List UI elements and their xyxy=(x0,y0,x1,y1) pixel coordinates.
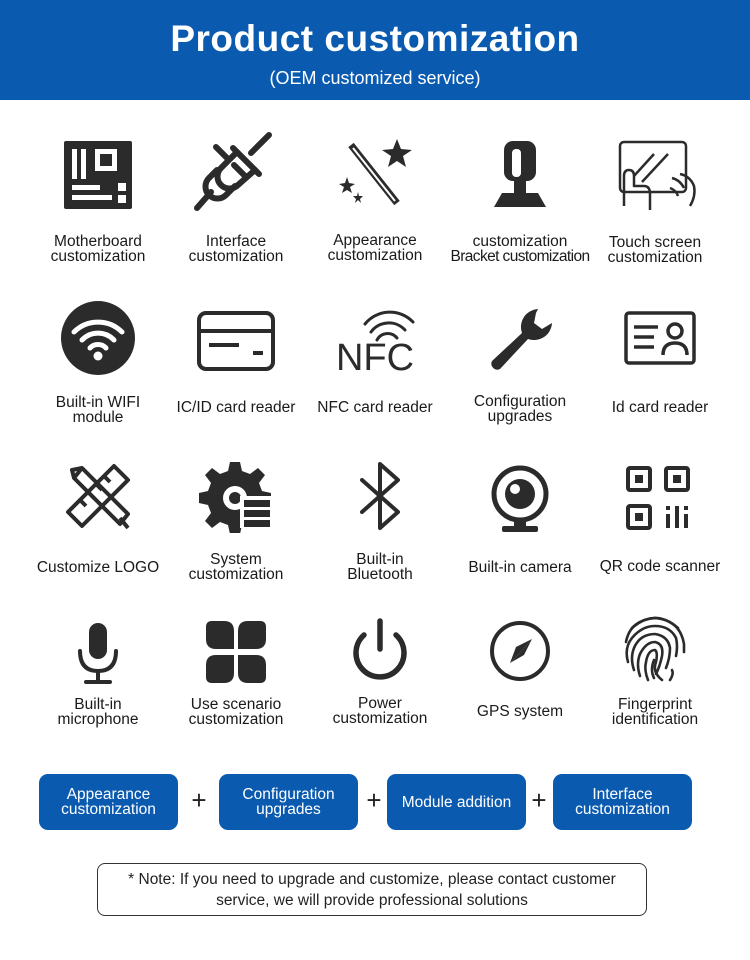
feature-logo xyxy=(23,460,173,576)
microphone-icon xyxy=(58,615,138,690)
motherboard-icon xyxy=(58,135,138,215)
feature-label-line1: IC/ID card reader xyxy=(176,399,296,416)
feature-label-line2: customization xyxy=(188,711,284,728)
feature-label-line1: Appearance xyxy=(333,232,417,249)
feature-label-line1: Built-in WIFI xyxy=(55,394,141,411)
feature-label-line1: GPS system xyxy=(476,703,564,720)
grid-icon xyxy=(196,615,276,690)
note-box xyxy=(97,863,647,916)
card-reader-icon xyxy=(191,305,281,375)
feature-wifi xyxy=(23,298,173,426)
feature-fingerprint xyxy=(580,608,730,728)
nfc-icon xyxy=(325,300,425,380)
feature-label-line2: customization xyxy=(332,710,428,727)
feature-label-line1: Fingerprint xyxy=(617,696,693,713)
fingerprint-icon xyxy=(610,608,700,688)
plus-sign: + xyxy=(531,785,547,815)
feature-label-line2: Bluetooth xyxy=(347,566,413,583)
power-icon xyxy=(340,615,420,690)
feature-microphone xyxy=(23,615,173,728)
feature-system xyxy=(161,458,311,583)
feature-label-line1: QR code scanner xyxy=(599,558,721,575)
note-text: * Note: If you need to upgrade and customize, please contact customer service, we will provide professional solutions xyxy=(128,870,616,909)
pill-module xyxy=(387,774,526,830)
id-card-icon xyxy=(620,305,700,375)
feature-label-line1: NFC card reader xyxy=(317,399,433,416)
plus-sign: + xyxy=(191,785,207,815)
svg-text:NFC: NFC xyxy=(335,337,415,379)
feature-label-line1: Use scenario xyxy=(190,696,282,713)
touch-screen-icon xyxy=(610,136,700,216)
feature-label-line2: customization xyxy=(607,249,703,266)
pill-appearance xyxy=(39,774,178,830)
feature-label-line1: Built-in camera xyxy=(468,559,572,576)
pill-label-line1: Configuration xyxy=(242,786,335,803)
feature-label-line2: Bracket customization xyxy=(450,248,590,265)
feature-touch-screen xyxy=(580,136,730,266)
bluetooth-icon xyxy=(340,460,420,535)
page-title: Product customization xyxy=(170,18,580,59)
feature-nfc xyxy=(300,300,450,416)
feature-label-line2: identification xyxy=(611,711,699,728)
feature-configuration xyxy=(445,303,595,425)
feature-label-line2: customization xyxy=(50,248,146,265)
feature-label-line2: microphone xyxy=(57,711,139,728)
feature-scenario xyxy=(161,615,311,728)
pill-label-line1: Module addition xyxy=(401,793,512,811)
pill-interface xyxy=(553,774,692,830)
feature-bracket xyxy=(445,135,595,265)
pill-label-line2: customization xyxy=(61,801,156,818)
pill-label-line1: Interface xyxy=(592,786,653,803)
feature-label-line1: Touch screen xyxy=(608,234,702,251)
feature-label-line2: customization xyxy=(188,248,284,265)
feature-interface xyxy=(161,130,311,265)
webcam-icon xyxy=(480,462,560,537)
plug-icon xyxy=(191,130,281,216)
gear-icon xyxy=(196,458,276,533)
feature-camera xyxy=(445,462,595,576)
plus-sign: + xyxy=(366,785,382,815)
compass-icon xyxy=(480,617,560,687)
feature-appearance xyxy=(300,135,450,264)
magic-wand-icon xyxy=(335,135,415,210)
pill-configuration xyxy=(219,774,358,830)
feature-bluetooth xyxy=(305,460,455,583)
feature-gps xyxy=(445,617,595,720)
feature-label-line1: customization xyxy=(472,233,568,250)
feature-motherboard xyxy=(23,135,173,265)
wrench-icon xyxy=(480,303,560,378)
header-banner xyxy=(0,0,750,100)
feature-label-line1: Power xyxy=(358,695,402,712)
page-subtitle: (OEM customized service) xyxy=(269,68,481,88)
feature-label-line1: Interface xyxy=(205,233,267,250)
feature-label-line1: System xyxy=(210,551,262,568)
pill-label-line1: Appearance xyxy=(66,786,151,803)
feature-card-reader xyxy=(161,305,311,416)
qr-code-icon xyxy=(620,462,700,537)
pencil-ruler-icon xyxy=(58,460,138,535)
bracket-icon xyxy=(480,135,560,210)
feature-label-line2: customization xyxy=(188,566,284,583)
feature-label-line1: Built-in xyxy=(356,551,404,568)
feature-qr-code xyxy=(585,462,735,575)
feature-label-line2: module xyxy=(72,409,124,426)
wifi-icon xyxy=(58,298,138,378)
feature-label-line1: Motherboard xyxy=(54,233,142,250)
feature-label-line2: customization xyxy=(327,247,423,264)
feature-power xyxy=(305,615,455,727)
feature-label-line2: upgrades xyxy=(487,408,553,425)
pill-label-line2: customization xyxy=(575,801,670,818)
feature-label-line1: Configuration xyxy=(473,393,567,410)
feature-label-line1: Customize LOGO xyxy=(36,559,160,576)
feature-label-line1: Built-in xyxy=(74,696,122,713)
feature-id-card xyxy=(585,305,735,416)
feature-label-line1: Id card reader xyxy=(611,399,709,416)
pill-label-line2: upgrades xyxy=(256,801,321,818)
